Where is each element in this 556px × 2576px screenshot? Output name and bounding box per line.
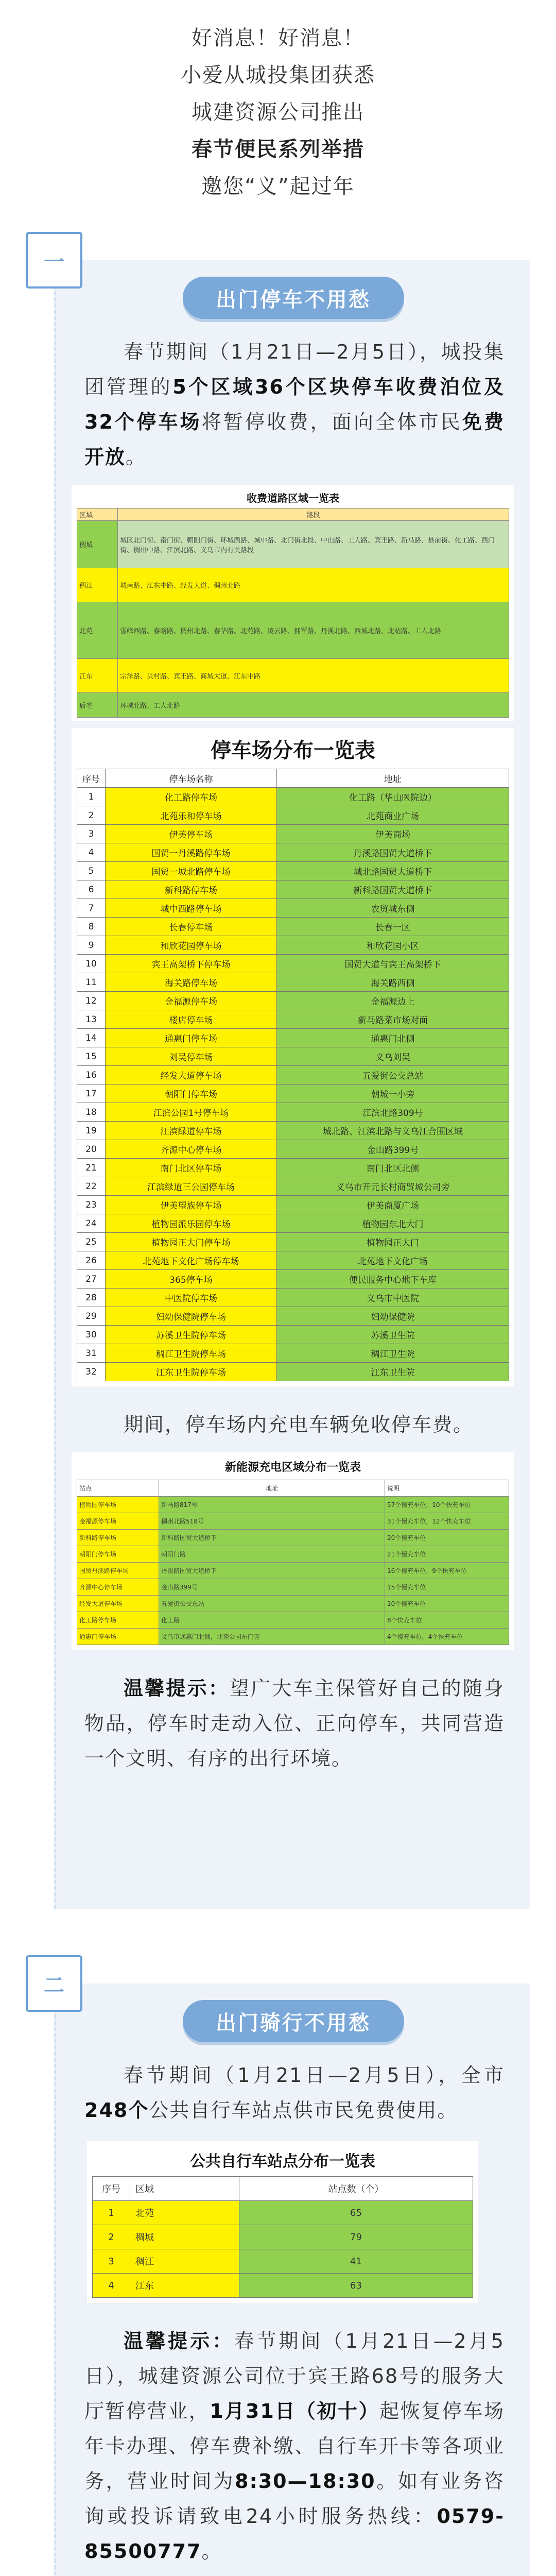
section-number-badge: 二 [26, 1955, 82, 2012]
table-cell: 金福源停车场 [106, 992, 277, 1010]
table-cell: 伊美商厦广场 [277, 1196, 509, 1214]
table-cell: 新科路国贸大道桥下 [159, 1530, 385, 1546]
parking-intro-text: 春节期间（1月21日—2月5日），城投集团管理的5个区域36个区块停车收费泊位及32个停车场将暂停收费，面向全体市民免费开放。 [84, 341, 505, 468]
table-cell: 农贸城东侧 [277, 899, 509, 918]
table-cell: 植物园正大门 [277, 1233, 509, 1251]
table-cell: 齐源中心停车场 [77, 1579, 159, 1596]
table-cell: 稠城 [130, 2225, 239, 2249]
table-row [93, 2225, 473, 2249]
table-row [77, 899, 509, 918]
table-cell: 3 [77, 825, 106, 843]
table-header: 路段 [118, 509, 509, 521]
table-cell: 16个慢充车位，9个快充车位 [385, 1563, 509, 1579]
parking-lot-grid [77, 769, 509, 1381]
table-cell: 新科路停车场 [106, 880, 277, 899]
table-header: 地址 [277, 769, 509, 788]
table-cell: 4个慢充车位，4个快充车位 [385, 1629, 509, 1645]
cycling-tip: 温馨提示：春节期间（1月21日—2月5日），城建资源公司位于宾王路68号的服务大厅暂停营业，1月31日（初十）起恢复停车场年卡办理、停车费补缴、自行车开卡等各项业务，营业时间为8:30—18:30。如有业务咨询或投诉请致电24小时服务热线：0579-85500777。 [84, 2330, 505, 2563]
table-cell: 18 [77, 1103, 106, 1122]
table-cell: 通惠门北侧 [277, 1029, 509, 1047]
table-cell: 稠江 [77, 568, 118, 602]
table-row [93, 2274, 473, 2298]
table-cell: 25 [77, 1233, 106, 1251]
table-row [77, 1289, 509, 1307]
table-row [77, 1084, 509, 1103]
table-cell: 化工路 [159, 1612, 385, 1629]
table-cell: 化工路停车场 [77, 1612, 159, 1629]
table-cell: 化工路停车场 [106, 788, 277, 806]
table-cell: 19 [77, 1122, 106, 1140]
table-cell: 65 [239, 2201, 473, 2225]
table-cell: 五爱街公交总站 [277, 1066, 509, 1084]
table-header: 序号 [93, 2177, 130, 2201]
table-cell: 16 [77, 1066, 106, 1084]
table-cell: 国贸一丹溪路停车场 [106, 843, 277, 862]
table-row [77, 1214, 509, 1233]
table-cell: 31个慢充车位，12个快充车位 [385, 1513, 509, 1530]
table-cell: 江东 [77, 659, 118, 693]
table-cell: 北苑 [130, 2201, 239, 2225]
table-cell: 2 [77, 806, 106, 825]
table-row [77, 1612, 509, 1629]
table-row [77, 936, 509, 955]
table-cell: 朝阳门路 [159, 1546, 385, 1563]
table-header: 序号 [77, 769, 106, 788]
table-header: 区域 [130, 2177, 239, 2201]
section-parking [26, 232, 530, 1911]
table-row [77, 1344, 509, 1363]
table-header: 说明 [385, 1480, 509, 1497]
table-cell: 通惠门停车场 [77, 1629, 159, 1645]
table-cell: 伊美商场 [277, 825, 509, 843]
table-cell: 1 [77, 788, 106, 806]
intro-line-5: 邀您“义”起过年 [201, 175, 355, 198]
table-row [77, 973, 509, 992]
table-cell: 江滨公园1号停车场 [106, 1103, 277, 1122]
cycling-intro-text: 春节期间（1月21日—2月5日），全市248个公共自行车站点供市民免费使用。 [84, 2064, 505, 2122]
table-header: 区域 [77, 509, 118, 521]
table-cell: 长春停车场 [106, 918, 277, 936]
table-header: 站点数（个） [239, 2177, 473, 2201]
table-cell: 楼店停车场 [106, 1010, 277, 1029]
table-cell: 江东卫生院 [277, 1363, 509, 1381]
section-number-badge: 一 [26, 232, 82, 289]
table-row [77, 1563, 509, 1579]
table-row [93, 2201, 473, 2225]
table-cell: 北苑 [77, 602, 118, 659]
table-cell: 朝阳门停车场 [106, 1084, 277, 1103]
table-cell: 海关路停车场 [106, 973, 277, 992]
table-row [77, 918, 509, 936]
toll-road-table [72, 485, 514, 721]
intro-line-2: 小爱从城投集团获悉 [181, 63, 375, 87]
section-title-pill: 出门骑行不用愁 [183, 2000, 404, 2042]
table-row [77, 880, 509, 899]
table-row [77, 1159, 509, 1177]
table-row [77, 1307, 509, 1326]
table-cell: 义乌市中医院 [277, 1289, 509, 1307]
table-cell: 15个慢充车位 [385, 1579, 509, 1596]
table-cell: 城北路、江滨北路与义乌江合围区域 [277, 1122, 509, 1140]
parking-lot-table [72, 728, 514, 1386]
bike-station-grid [92, 2176, 473, 2298]
table-cell: 17 [77, 1084, 106, 1103]
toll-road-grid [77, 508, 509, 718]
table-cell: 义乌刘吴 [277, 1047, 509, 1066]
table-cell: 植物园派乐园停车场 [106, 1214, 277, 1233]
table-row [77, 1530, 509, 1546]
table-cell: 10 [77, 955, 106, 973]
table-cell: 32 [77, 1363, 106, 1381]
table-cell: 4 [77, 843, 106, 862]
table-cell: 4 [93, 2274, 130, 2298]
table-cell: 新科路停车场 [77, 1530, 159, 1546]
table-cell: 城北路国贸大道桥下 [277, 862, 509, 880]
table-row [77, 788, 509, 806]
table-cell: 13 [77, 1010, 106, 1029]
table-title: 停车场分布一览表 [211, 739, 375, 762]
table-cell: 妇幼保健院 [277, 1307, 509, 1326]
table-title: 新能源充电区域分布一览表 [224, 1461, 361, 1474]
table-cell: 金山路399号 [159, 1579, 385, 1596]
table-cell: 国贸丹溪路停车场 [77, 1563, 159, 1579]
table-header: 站点 [77, 1480, 159, 1497]
table-cell: 中医院停车场 [106, 1289, 277, 1307]
table-cell: 7 [77, 899, 106, 918]
table-cell: 环城北路、工人北路 [118, 693, 509, 718]
table-cell: 金福源停车场 [77, 1513, 159, 1530]
table-cell: 城南路、江东中路、经发大道、稠州北路 [118, 568, 509, 602]
table-cell: 经发大道停车场 [77, 1596, 159, 1612]
table-cell: 稠江 [130, 2249, 239, 2274]
table-cell: 8 [77, 918, 106, 936]
table-cell: 植物园正大门停车场 [106, 1233, 277, 1251]
table-cell: 经发大道停车场 [106, 1066, 277, 1084]
table-cell: 稠城 [77, 521, 118, 568]
table-row [77, 992, 509, 1010]
table-row [77, 1047, 509, 1066]
table-cell: 植物园东北大门 [277, 1214, 509, 1233]
table-row [93, 2249, 473, 2274]
table-row [77, 806, 509, 825]
table-cell: 29 [77, 1307, 106, 1326]
intro [0, 0, 556, 205]
table-cell: 城中西路停车场 [106, 899, 277, 918]
table-row [77, 1363, 509, 1381]
table-cell: 11 [77, 973, 106, 992]
table-cell: 24 [77, 1214, 106, 1233]
table-cell: 江东 [130, 2274, 239, 2298]
table-cell: 5 [77, 862, 106, 880]
charging-note: 期间，停车场内充电车辆免收停车费。 [124, 1413, 474, 1436]
table-cell: 伊美停车场 [106, 825, 277, 843]
table-cell: 海关路西侧 [277, 973, 509, 992]
table-row [77, 1629, 509, 1645]
table-cell: 20 [77, 1140, 106, 1159]
table-row [77, 1140, 509, 1159]
table-cell: 28 [77, 1289, 106, 1307]
table-cell: 2 [93, 2225, 130, 2249]
table-cell: 北苑乐和停车场 [106, 806, 277, 825]
table-cell: 新马路817号 [159, 1497, 385, 1513]
table-cell: 便民服务中心地下车库 [277, 1270, 509, 1289]
table-row [77, 862, 509, 880]
table-cell: 植物园停车场 [77, 1497, 159, 1513]
table-cell: 义乌市通惠门北侧，北苑公园东门旁 [159, 1629, 385, 1645]
table-cell: 江滨绿道停车场 [106, 1122, 277, 1140]
table-row [77, 1251, 509, 1270]
table-row [77, 1103, 509, 1122]
intro-line-4: 春节便民系列举措 [192, 138, 364, 161]
table-cell: 79 [239, 2225, 473, 2249]
intro-line-3: 城建资源公司推出 [192, 100, 364, 124]
table-cell: 稠江卫生院停车场 [106, 1344, 277, 1363]
table-cell: 妇幼保健院停车场 [106, 1307, 277, 1326]
table-row [77, 1029, 509, 1047]
table-cell: 刘吴停车场 [106, 1047, 277, 1066]
section-cycling [26, 1955, 530, 2576]
table-cell: 丹溪路国贸大道桥下 [277, 843, 509, 862]
table-row [77, 1177, 509, 1196]
table-cell: 41 [239, 2249, 473, 2274]
intro-line-1: 好消息！好消息！ [192, 26, 364, 50]
table-cell: 宾王高架桥下停车场 [106, 955, 277, 973]
table-cell: 北苑地下文化广场停车场 [106, 1251, 277, 1270]
table-row [77, 1596, 509, 1612]
table-cell: 宗泽路、贝村路、宾王路、商城大道、江东中路 [118, 659, 509, 693]
table-cell: 通惠门停车场 [106, 1029, 277, 1047]
table-row [77, 843, 509, 862]
table-row [77, 1196, 509, 1214]
table-cell: 朝阳门停车场 [77, 1546, 159, 1563]
table-cell: 北苑商业广场 [277, 806, 509, 825]
table-cell: 稠州北路518号 [159, 1513, 385, 1530]
table-row [77, 1326, 509, 1344]
table-cell: 8个快充车位 [385, 1612, 509, 1629]
section-title-pill: 出门停车不用愁 [183, 277, 404, 319]
table-header: 地址 [159, 1480, 385, 1497]
table-row [77, 955, 509, 973]
table-row [77, 1270, 509, 1289]
table-cell: 金山路399号 [277, 1140, 509, 1159]
table-cell: 长春一区 [277, 918, 509, 936]
table-cell: 国贸大道与宾王高架桥下 [277, 955, 509, 973]
table-cell: 南门北区停车场 [106, 1159, 277, 1177]
table-cell: 15 [77, 1047, 106, 1066]
table-cell: 21 [77, 1159, 106, 1177]
table-cell: 27 [77, 1270, 106, 1289]
table-row [77, 1122, 509, 1140]
table-cell: 江滨绿道三公园停车场 [106, 1177, 277, 1196]
section-panel [54, 1984, 530, 2576]
table-cell: 苏溪卫生院停车场 [106, 1326, 277, 1344]
table-cell: 12 [77, 992, 106, 1010]
charging-table [72, 1452, 514, 1650]
table-cell: 城区北门街、南门街、朝阳门街、环城西路、城中路、北门街北段、中山路、工人路、宾王路、新马路、县前街、化工路、西门街、稠州中路、江滨北路、义乌市内有关路段 [118, 521, 509, 568]
table-cell: 国贸一城北路停车场 [106, 862, 277, 880]
table-row [77, 1513, 509, 1530]
table-cell: 义乌市开元长村商贸城公司旁 [277, 1177, 509, 1196]
table-cell: 金福源边上 [277, 992, 509, 1010]
table-cell: 10个慢充车位 [385, 1596, 509, 1612]
section-panel [54, 260, 530, 1909]
table-cell: 后宅 [77, 693, 118, 718]
table-cell: 3 [93, 2249, 130, 2274]
table-cell: 9 [77, 936, 106, 955]
table-cell: 和欣花园停车场 [106, 936, 277, 955]
table-row [77, 1233, 509, 1251]
table-cell: 北苑地下文化广场 [277, 1251, 509, 1270]
charging-grid [77, 1480, 509, 1645]
table-cell: 新科路国贸大道桥下 [277, 880, 509, 899]
table-cell: 化工路（华山医院边） [277, 788, 509, 806]
table-cell: 22 [77, 1177, 106, 1196]
table-cell: 63 [239, 2274, 473, 2298]
bike-station-table [87, 2141, 478, 2303]
table-cell: 和欣花园小区 [277, 936, 509, 955]
table-cell: 新马路菜市场对面 [277, 1010, 509, 1029]
table-cell: 30 [77, 1326, 106, 1344]
table-cell: 1 [93, 2201, 130, 2225]
table-cell: 五爱街公交总站 [159, 1596, 385, 1612]
table-cell: 南门北区北侧 [277, 1159, 509, 1177]
table-cell: 苏溪卫生院 [277, 1326, 509, 1344]
table-cell: 26 [77, 1251, 106, 1270]
table-cell: 朝城一小旁 [277, 1084, 509, 1103]
table-cell: 稠江卫生院 [277, 1344, 509, 1363]
table-cell: 14 [77, 1029, 106, 1047]
table-title: 公共自行车站点分布一览表 [190, 2153, 375, 2171]
table-cell: 雪峰西路、春晗路、稠州北路、春华路、北苑路、凌云路、拥军路、丹溪北路、西城北路、北站路、工人北路 [118, 602, 509, 659]
table-cell: 丹溪路国贸大道桥下 [159, 1563, 385, 1579]
table-cell: 365停车场 [106, 1270, 277, 1289]
table-cell: 6 [77, 880, 106, 899]
parking-tip: 温馨提示：望广大车主保管好自己的随身物品，停车时走动入位、正向停车，共同营造一个文明、有序的出行环境。 [84, 1677, 505, 1770]
table-row [77, 1546, 509, 1563]
table-row [77, 1579, 509, 1596]
table-row [77, 1497, 509, 1513]
table-title: 收费道路区域一览表 [247, 492, 339, 504]
table-row [77, 825, 509, 843]
table-cell: 21个慢充车位 [385, 1546, 509, 1563]
table-cell: 23 [77, 1196, 106, 1214]
table-cell: 江东卫生院停车场 [106, 1363, 277, 1381]
table-cell: 20个慢充车位 [385, 1530, 509, 1546]
table-cell: 伊美望族停车场 [106, 1196, 277, 1214]
table-cell: 江滨北路309号 [277, 1103, 509, 1122]
table-cell: 齐源中心停车场 [106, 1140, 277, 1159]
table-row [77, 1066, 509, 1084]
table-cell: 57个慢充车位，10个快充车位 [385, 1497, 509, 1513]
table-header: 停车场名称 [106, 769, 277, 788]
table-row [77, 1010, 509, 1029]
table-cell: 31 [77, 1344, 106, 1363]
